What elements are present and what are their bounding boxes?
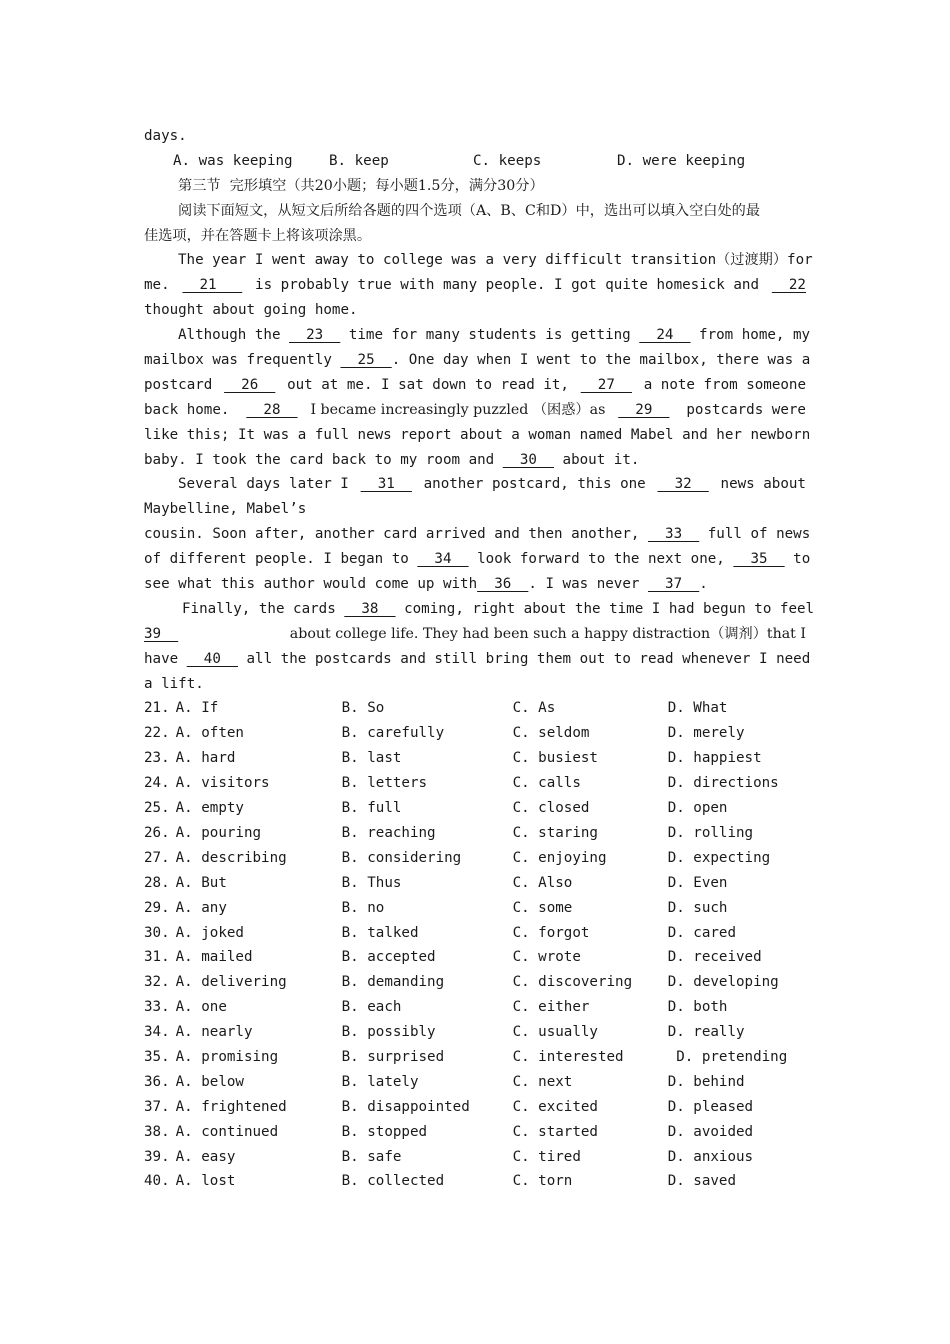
option-d: D. cared	[667, 924, 737, 941]
option-a: A. visitors	[175, 775, 270, 792]
option-c: C. calls	[512, 775, 581, 792]
option-a: A. describing	[175, 849, 287, 866]
option-b: B. talked	[341, 924, 419, 941]
option-d: D. both	[667, 999, 728, 1016]
passage-line: see what this author would come up with 36 . I was never 37 .	[144, 576, 708, 593]
blank-30: 30	[502, 451, 554, 468]
passage-line: mailbox was frequently 25 . One day when I went to the mailbox, there was a	[144, 348, 806, 373]
option-c: C. usually	[512, 1024, 598, 1041]
question-options-list	[144, 696, 806, 1194]
question-row	[144, 771, 806, 796]
option-c: C. interested	[512, 1048, 624, 1065]
option-c: C. busiest	[512, 750, 598, 767]
option-c: C. wrote	[512, 949, 581, 966]
option-b: B. So	[341, 700, 385, 717]
question-row	[144, 821, 806, 846]
question-row	[144, 921, 806, 946]
question-number: 31.	[144, 949, 170, 966]
q20-options	[144, 149, 806, 174]
option-a: A. promising	[175, 1048, 279, 1065]
question-number: 40.	[144, 1173, 170, 1190]
section-title: 第三节 完形填空（共20小题；每小题1.5分，满分30分）	[178, 177, 544, 194]
passage-line: me. 21 is probably true with many people. I got quite homesick and 22	[144, 273, 806, 298]
option-a: A. empty	[175, 800, 244, 817]
question-row	[144, 1070, 806, 1095]
option-d: D. pleased	[667, 1098, 754, 1115]
question-number: 24.	[144, 775, 170, 792]
option-b: B. accepted	[341, 949, 436, 966]
option-c: C. some	[512, 899, 573, 916]
option-b: B. last	[341, 750, 402, 767]
passage-line: 39 about college life. They had been such a happy distraction（调剂）that I	[144, 622, 806, 647]
section-instruction-line-2: 佳选项，并在答题卡上将该项涂黑。	[144, 227, 372, 244]
blank-35: 35	[733, 551, 785, 568]
blank-40: 40	[186, 650, 238, 667]
option-a: A. mailed	[175, 949, 253, 966]
option-c: C. staring	[512, 824, 598, 841]
option-b: B. carefully	[341, 725, 445, 742]
passage-line: like this; It was a full news report about a woman named Mabel and her newborn	[144, 426, 811, 443]
option-d: D. really	[667, 1024, 745, 1041]
option-b: B. possibly	[341, 1024, 436, 1041]
question-row	[144, 746, 806, 771]
question-number: 35.	[144, 1048, 170, 1065]
option-d: D. avoided	[667, 1123, 754, 1140]
blank-34: 34	[417, 551, 469, 568]
option-b: B. disappointed	[341, 1098, 470, 1115]
option-a: A. delivering	[175, 974, 287, 991]
option-c: C. tired	[512, 1148, 581, 1165]
blank-24: 24	[639, 327, 691, 344]
question-number: 36.	[144, 1073, 170, 1090]
option-c: C. torn	[512, 1173, 573, 1190]
section-instruction-line-1: 阅读下面短文，从短文后所给各题的四个选项（A、B、C和D）中，选出可以填入空白处的最	[178, 202, 761, 219]
blank-27: 27	[580, 376, 632, 393]
option-d: D. such	[667, 899, 728, 916]
option-a: A. often	[175, 725, 244, 742]
question-row	[144, 846, 806, 871]
question-row	[144, 696, 806, 721]
question-number: 32.	[144, 974, 170, 991]
option-a: A. continued	[175, 1123, 279, 1140]
question-number: 33.	[144, 999, 170, 1016]
option-c: C. forgot	[512, 924, 590, 941]
question-number: 30.	[144, 924, 170, 941]
question-number: 26.	[144, 824, 170, 841]
blank-25: 25	[340, 352, 392, 369]
blank-33: 33	[647, 526, 700, 543]
option-c: C. As	[512, 700, 556, 717]
blank-22: 22	[771, 277, 806, 294]
q20-option-a: A. was keeping	[173, 152, 293, 169]
question-row	[144, 1045, 806, 1070]
question-row	[144, 1020, 806, 1045]
option-d: D. anxious	[667, 1148, 754, 1165]
option-a: A. joked	[175, 924, 244, 941]
option-d: D. open	[667, 800, 728, 817]
blank-23: 23	[289, 327, 341, 344]
question-number: 22.	[144, 725, 170, 742]
question-row	[144, 995, 806, 1020]
q20-option-b: B. keep	[329, 152, 389, 169]
passage-line: Finally, the cards 38 coming, right about the time I had begun to feel	[144, 597, 806, 622]
question-number: 23.	[144, 750, 170, 767]
question-row	[144, 721, 806, 746]
question-row	[144, 970, 806, 995]
question-number: 27.	[144, 849, 170, 866]
option-a: A. nearly	[175, 1024, 253, 1041]
option-b: B. lately	[341, 1073, 419, 1090]
option-d: D. received	[667, 949, 762, 966]
option-c: C. enjoying	[512, 849, 607, 866]
blank-31: 31	[360, 476, 412, 493]
option-d: D. pretending	[667, 1048, 788, 1065]
option-d: D. Even	[667, 874, 728, 891]
option-a: A. If	[175, 700, 219, 717]
blank-28: 28	[246, 401, 298, 418]
blank-32: 32	[657, 476, 709, 493]
option-b: B. Thus	[341, 874, 402, 891]
option-c: C. either	[512, 999, 590, 1016]
blank-39: 39	[144, 625, 179, 642]
passage-line: cousin. Soon after, another card arrived and then another, 33 full of news	[144, 522, 806, 547]
passage-line: Several days later I 31 another postcard, this one 32 news about	[144, 472, 806, 497]
option-a: A. frightened	[175, 1098, 287, 1115]
question-row	[144, 1145, 806, 1170]
option-d: D. expecting	[667, 849, 771, 866]
option-b: B. demanding	[341, 974, 445, 991]
passage-line: have 40 all the postcards and still bring them out to read whenever I need	[144, 647, 806, 672]
option-b: B. surprised	[341, 1048, 445, 1065]
option-a: A. any	[175, 899, 227, 916]
option-b: B. reaching	[341, 824, 436, 841]
option-d: D. directions	[667, 775, 779, 792]
option-c: C. Also	[512, 874, 573, 891]
option-c: C. closed	[512, 800, 590, 817]
option-b: B. stopped	[341, 1123, 428, 1140]
exam-page	[144, 124, 815, 1194]
blank-36: 36	[477, 576, 529, 593]
question-number: 25.	[144, 800, 170, 817]
option-c: C. next	[512, 1073, 573, 1090]
option-a: A. lost	[175, 1173, 236, 1190]
option-c: C. seldom	[512, 725, 590, 742]
question-row	[144, 1120, 806, 1145]
q20-option-c: C. keeps	[473, 152, 542, 169]
question-row	[144, 896, 806, 921]
option-b: B. full	[341, 800, 402, 817]
option-a: A. one	[175, 999, 227, 1016]
question-number: 34.	[144, 1024, 170, 1041]
option-d: D. merely	[667, 725, 745, 742]
passage-line: Although the 23 time for many students is getting 24 from home, my	[144, 323, 806, 348]
option-c: C. started	[512, 1123, 598, 1140]
passage-line: baby. I took the card back to my room and 30 about it.	[144, 451, 640, 468]
option-a: A. below	[175, 1073, 244, 1090]
question-row	[144, 1169, 806, 1194]
option-d: D. What	[667, 700, 728, 717]
question-number: 38.	[144, 1123, 170, 1140]
option-a: A. hard	[175, 750, 236, 767]
option-b: B. no	[341, 899, 385, 916]
blank-29: 29	[618, 401, 670, 418]
question-row	[144, 871, 806, 896]
blank-38: 38	[344, 600, 396, 617]
option-d: D. behind	[667, 1073, 745, 1090]
question-row	[144, 796, 806, 821]
blank-26: 26	[224, 376, 276, 393]
question-number: 21.	[144, 700, 170, 717]
option-d: D. saved	[667, 1173, 737, 1190]
option-a: A. pouring	[175, 824, 262, 841]
question-number: 29.	[144, 899, 170, 916]
q20-stem-tail: days.	[144, 128, 187, 144]
passage-line: of different people. I began to 34 look forward to the next one, 35 to	[144, 547, 806, 572]
question-number: 28.	[144, 874, 170, 891]
blank-21: 21	[182, 277, 243, 294]
passage-line: The year I went away to college was a very difficult transition（过渡期）for	[178, 252, 813, 269]
question-row	[144, 945, 806, 970]
question-number: 37.	[144, 1098, 170, 1115]
option-d: D. rolling	[667, 824, 754, 841]
option-b: B. safe	[341, 1148, 402, 1165]
option-b: B. collected	[341, 1173, 445, 1190]
blank-37: 37	[647, 576, 700, 593]
q20-option-d: D. were keeping	[617, 152, 746, 169]
option-d: D. developing	[667, 974, 779, 991]
option-c: C. discovering	[512, 974, 633, 991]
cloze-passage	[144, 248, 815, 696]
option-b: B. each	[341, 999, 402, 1016]
question-row	[144, 1095, 806, 1120]
passage-line: thought about going home.	[144, 302, 358, 319]
option-a: A. easy	[175, 1148, 236, 1165]
passage-line: back home. 28 I became increasingly puzzled （困惑）as 29 postcards were	[144, 398, 806, 423]
passage-line: a lift.	[144, 675, 204, 692]
option-c: C. excited	[512, 1098, 598, 1115]
passage-line: postcard 26 out at me. I sat down to read it, 27 a note from someone	[144, 373, 806, 398]
option-d: D. happiest	[667, 750, 762, 767]
option-a: A. But	[175, 874, 227, 891]
passage-line: Maybelline, Mabel’s	[144, 501, 307, 518]
question-number: 39.	[144, 1148, 170, 1165]
option-b: B. considering	[341, 849, 462, 866]
option-b: B. letters	[341, 775, 428, 792]
